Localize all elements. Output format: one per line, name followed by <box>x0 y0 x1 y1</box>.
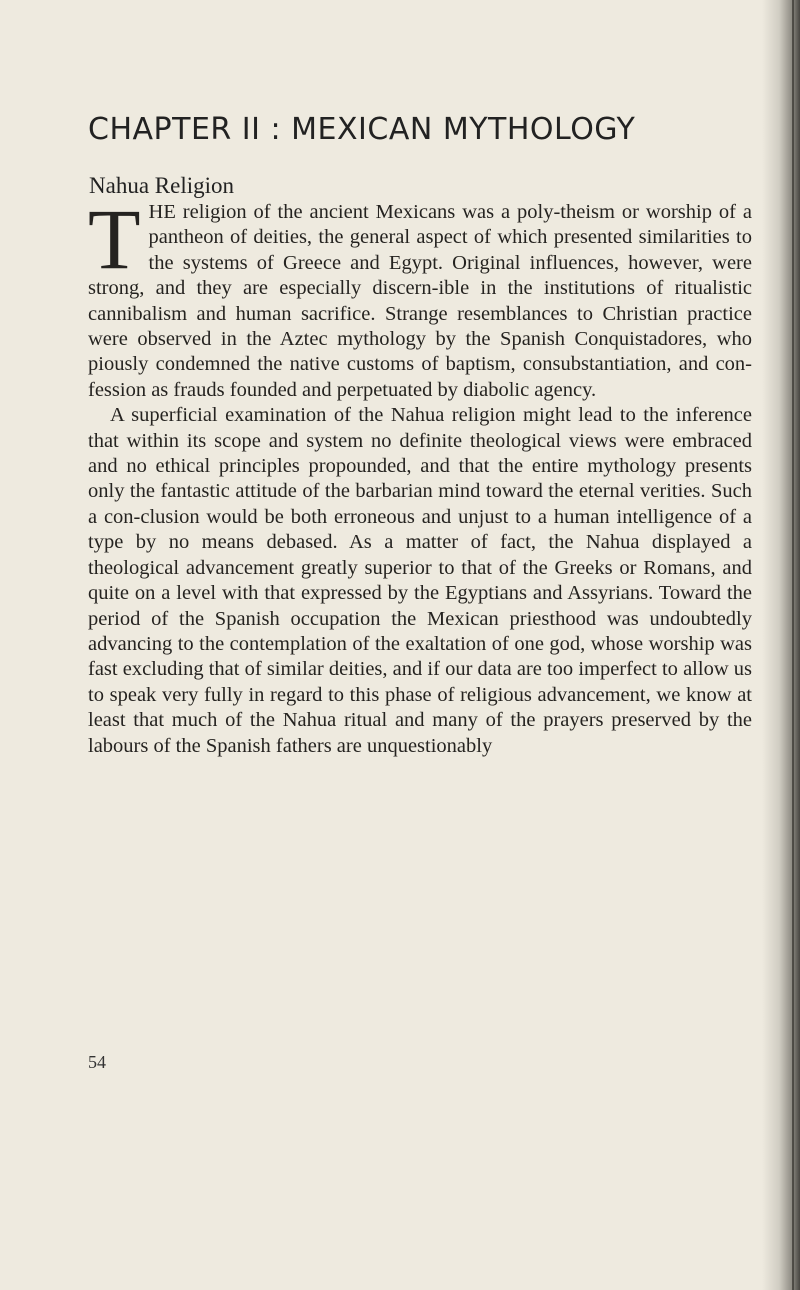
paragraph-first-text: HE religion of the ancient Mexicans was a poly-theism or worship of a pantheon of deities, the general aspect of which presented similarities to the systems of Greece and Egypt. Original influences, however, were strong, and they are especially discern-ible in the institutions of ritualistic cannibalism and human sacrifice. Strange resemblances to Christian practice were observed in the Aztec mythology by the Spanish Conquistadores, who piously condemned the native customs of baptism, consubstantiation, and con-fession as frauds founded and perpetuated by diabolic agency. <box>88 201 752 401</box>
binding-shadow <box>762 0 800 1290</box>
section-title: Nahua Religion <box>89 173 234 198</box>
body-text <box>88 191 752 759</box>
drop-cap: T <box>88 191 141 287</box>
chapter-title: CHAPTER II : MEXICAN MYTHOLOGY <box>88 112 636 147</box>
binding-edge <box>792 0 794 1290</box>
page-number: 54 <box>88 1052 106 1072</box>
paragraph-first <box>88 191 752 403</box>
paragraph-second: A superficial examination of the Nahua religion might lead to the inference that within its scope and system no definite theological views were embraced and no ethical principles propounded, and that the entire mythology presents only the fantastic attitude of the barbarian mind toward the eternal verities. Such a con-clusion would be both erroneous and unjust to a human intelligence of a type by no means debased. As a matter of fact, the Nahua displayed a theological advancement greatly superior to that of the Greeks or Romans, and quite on a level with that expressed by the Egyptians and Assyrians. Toward the period of the Spanish occupation the Mexican priesthood was undoubtedly advancing to the contemplation of the exaltation of one god, whose worship was fast excluding that of similar deities, and if our data are too imperfect to allow us to speak very fully in regard to this phase of religious advancement, we know at least that much of the Nahua ritual and many of the prayers preserved by the labours of the Spanish fathers are unquestionably <box>88 404 752 757</box>
